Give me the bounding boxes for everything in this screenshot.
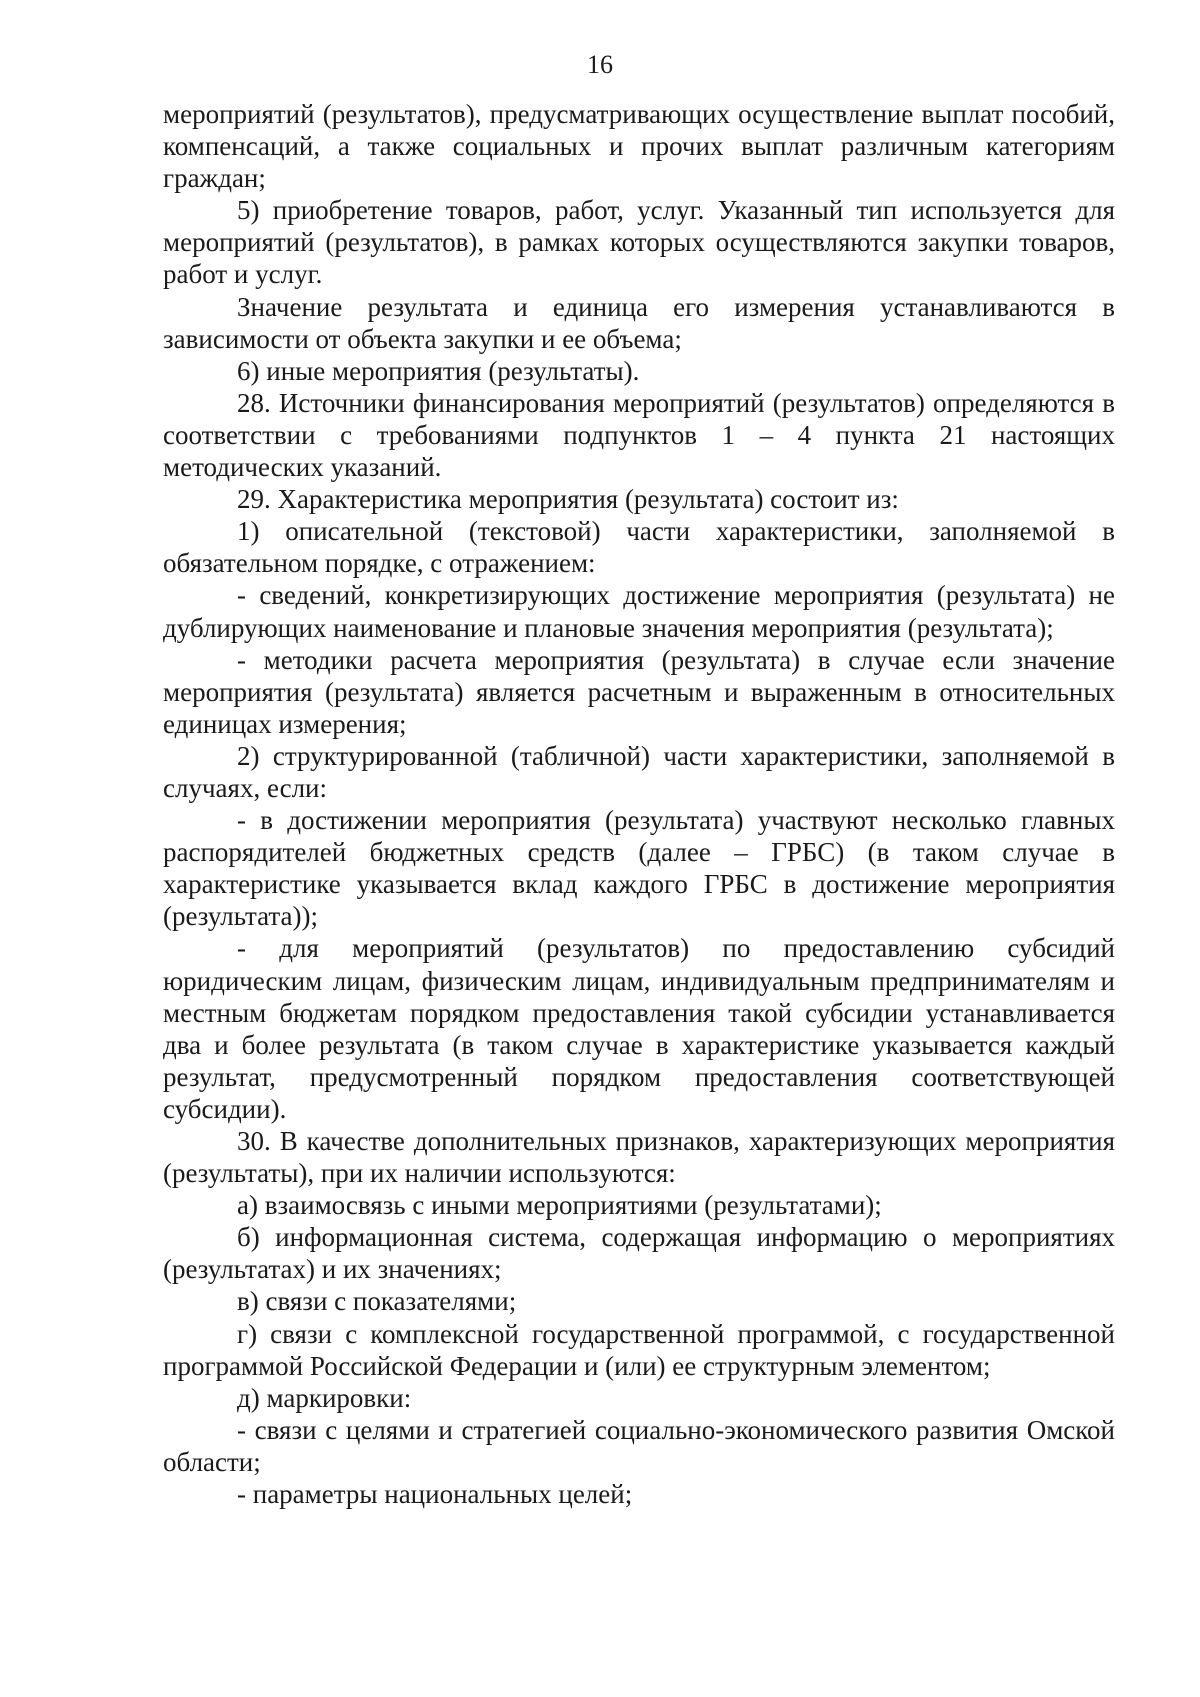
paragraph-bullet-details: - сведений, конкретизирующих достижение мероприятия (результата) не дублирующих наименование и плановые значения мероприятия (результата); — [163, 580, 1115, 643]
paragraph-30-item-d: д) маркировки: — [237, 1382, 412, 1413]
page-number: 16 — [587, 50, 613, 79]
paragraph-item-5: 5) приобретение товаров, работ, услуг. Указанный тип используется для мероприятий (результатов), в рамках которых осуществляются закупки товаров, работ и услуг. — [163, 195, 1115, 290]
paragraph-bullet-grbs: - в достижении мероприятия (результата) участвуют несколько главных распорядителей бюджетных средств (далее – ГРБС) (в таком случае в характеристике указывается вклад каждого ГРБС в достижение мероприятия (результата)); — [163, 805, 1115, 932]
paragraph-bullet-methodology: - методики расчета мероприятия (результата) в случае если значение мероприятия (результата) является расчетным и выраженным в относительных единицах измерения; — [163, 644, 1115, 739]
paragraph-bullet-subsidies: - для мероприятий (результатов) по предоставлению субсидий юридическим лицам, физическим лицам, индивидуальным предпринимателям и местным бюджетам порядком предоставления такой субсидии устанавливается два и более результата (в таком случае в характеристике указывается каждый результат, предусмотренный порядком предоставления соответствующей субсидии). — [163, 933, 1115, 1124]
paragraph-30-item-v: в) связи с показателями; — [237, 1286, 517, 1317]
paragraph-29-item-2: 2) структурированной (табличной) части характеристики, заполняемой в случаях, если: — [163, 740, 1115, 803]
paragraph-section-28: 28. Источники финансирования мероприятий (результатов) определяются в соответствии с требованиями подпунктов 1 – 4 пункта 21 настоящих методических указаний. — [163, 387, 1115, 483]
paragraph-30-item-b: б) информационная система, содержащая информацию о мероприятиях (результатах) и их значениях; — [163, 1222, 1115, 1285]
paragraph-29-item-1: 1) описательной (текстовой) части характеристики, заполняемой в обязательном порядке, с отражением: — [163, 516, 1115, 579]
paragraph-section-29: 29. Характеристика мероприятия (результата) состоит из: — [237, 484, 899, 515]
paragraph-result-value: Значение результата и единица его измерения устанавливаются в зависимости от объекта закупки и ее объема; — [163, 291, 1115, 354]
paragraph-bullet-strategy: - связи с целями и стратегией социально-экономического развития Омской области; — [163, 1414, 1115, 1477]
paragraph-item-6: 6) иные мероприятия (результаты). — [237, 355, 640, 386]
document-body — [163, 98, 1115, 1510]
paragraph-payments-continuation: мероприятий (результатов), предусматривающих осуществление выплат пособий, компенсаций, а также социальных и прочих выплат различным категориям граждан; — [163, 99, 1115, 194]
paragraph-30-item-a: а) взаимосвязь с иными мероприятиями (результатами); — [237, 1190, 882, 1221]
paragraph-bullet-national-goals: - параметры национальных целей; — [237, 1479, 633, 1510]
paragraph-section-30: 30. В качестве дополнительных признаков, характеризующих мероприятия (результаты), при их наличии используются: — [163, 1126, 1115, 1189]
paragraph-30-item-g: г) связи с комплексной государственной программой, с государственной программой Российской Федерации и (или) ее структурным элементом; — [163, 1318, 1115, 1381]
